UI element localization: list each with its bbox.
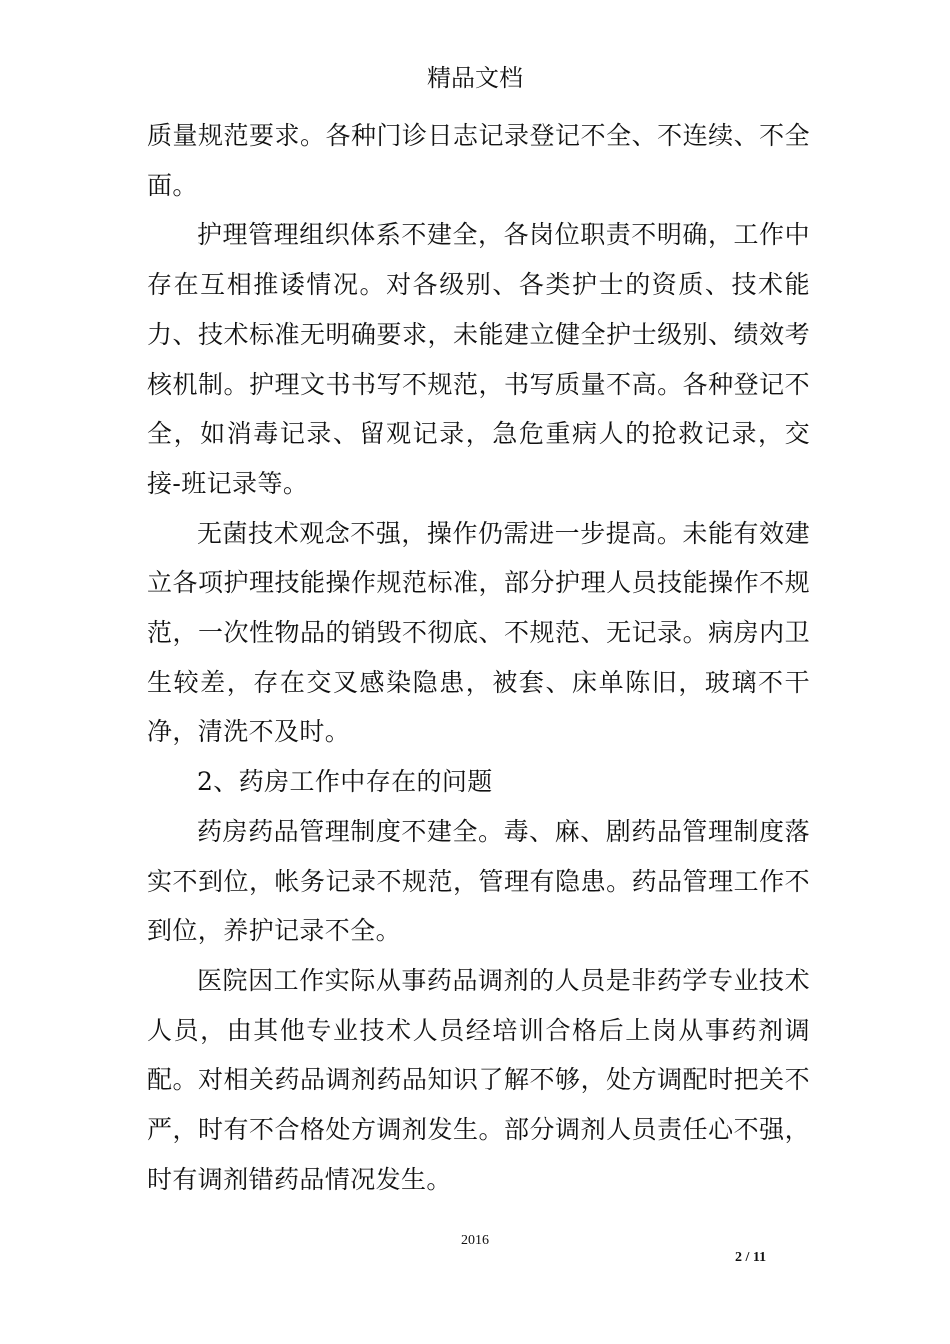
footer-year: 2016 [461, 1233, 489, 1248]
page-header-title: 精品文档 [427, 64, 523, 92]
paragraph-5: 医院因工作实际从事药品调剂的人员是非药学专业技术人员，由其他专业技术人员经培训合格后上岗从事药剂调配。对相关药品调剂药品知识了解不够，处方调配时把关不严，时有不合格处方调剂发生。部分调剂人员责任心不强，时有调剂错药品情况发生。 [147, 965, 810, 1194]
paragraph-1: 质量规范要求。各种门诊日志记录登记不全、不连续、不全面。 [147, 121, 810, 200]
paragraph-3: 无菌技术观念不强，操作仍需进一步提高。未能有效建立各项护理技能操作规范标准，部分护理人员技能操作不规范，一次性物品的销毁不彻底、不规范、无记录。病房内卫生较差，存在交叉感染隐患，被套、床单陈旧，玻璃不干净，清洗不及时。 [147, 518, 810, 747]
paragraph-2: 护理管理组织体系不建全，各岗位职责不明确，工作中存在互相推诿情况。对各级别、各类护士的资质、技术能力、技术标准无明确要求，未能建立健全护士级别、绩效考核机制。护理文书书写不规范，书写质量不高。各种登记不全，如消毒记录、留观记录，急危重病人的抢救记录，交接-班记录等。 [147, 220, 810, 498]
paragraph-4: 药房药品管理制度不建全。毒、麻、剧药品管理制度落实不到位，帐务记录不规范，管理有隐患。药品管理工作不到位，养护记录不全。 [147, 816, 810, 946]
document-body [147, 111, 810, 1204]
section-heading: 2、药房工作中存在的问题 [197, 767, 493, 797]
page-number: 2 / 11 [735, 1250, 767, 1265]
